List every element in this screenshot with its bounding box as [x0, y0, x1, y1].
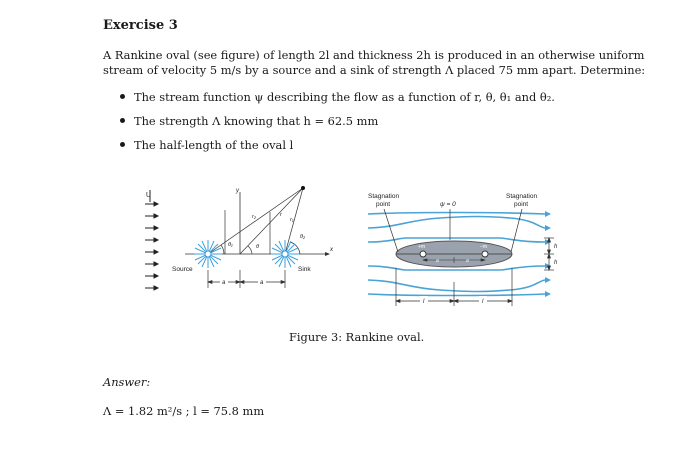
label-l-left: l: [423, 299, 425, 305]
exercise-title: Exercise 3: [103, 18, 178, 33]
left-dimension-a: [208, 270, 285, 288]
stagnation-left-leader: [384, 209, 398, 252]
label-source: Source: [172, 266, 193, 273]
label-theta: θ: [256, 244, 259, 250]
label-h-bottom: h: [554, 260, 558, 266]
label-stagnation-left-2: point: [376, 201, 391, 208]
label-a-left: a: [222, 280, 226, 286]
answer-value: Λ = 1.82 m²/s ; l = 75.8 mm: [103, 404, 265, 418]
field-point: [301, 186, 305, 190]
label-a-right: a: [260, 280, 264, 286]
label-plus-m: +m: [418, 244, 426, 250]
label-stagnation-right-1: Stagnation: [506, 193, 538, 200]
label-theta2: θ₂: [300, 234, 306, 240]
label-U: U: [146, 192, 152, 199]
label-r1: r₁: [290, 217, 294, 223]
exercise-description: [103, 48, 646, 78]
figure-caption: Figure 3: Rankine oval.: [289, 330, 425, 344]
oval-sink-point: [482, 251, 488, 257]
right-panel-diagram: [368, 193, 558, 306]
label-oval-a-left: a: [436, 258, 439, 264]
task-item-stream-function: The stream function ψ describing the flow as a function of r, θ, θ₁ and θ₂.: [120, 90, 555, 114]
label-theta1: θ₁: [228, 242, 233, 248]
left-panel-diagram: [145, 186, 334, 290]
label-r2: r₂: [252, 214, 256, 220]
answer-label: Answer:: [103, 375, 151, 389]
task-item-strength: The strength Λ knowing that h = 62.5 mm: [120, 114, 555, 138]
label-l-right: l: [482, 299, 484, 305]
label-sink: Sink: [298, 266, 311, 273]
stagnation-right-leader: [511, 209, 522, 252]
label-x: x: [330, 247, 333, 253]
label-minus-m: −m: [480, 244, 488, 250]
oval-source-point: [420, 251, 426, 257]
task-list: [120, 90, 555, 162]
description-line-2: stream of velocity 5 m/s by a source and a sink of strength Λ placed 75 mm apart. Determine:: [103, 63, 646, 77]
description-line-1: A Rankine oval (see figure) of length 2l and thickness 2h is produced in an otherwise uniform: [103, 48, 645, 62]
label-y: y: [236, 188, 239, 194]
rankine-oval-figure: [140, 182, 560, 322]
uniform-stream-arrows: [145, 202, 158, 290]
label-h-top: h: [554, 244, 558, 250]
label-stagnation-right-2: point: [514, 201, 529, 208]
task-item-half-length: The half-length of the oval l: [120, 138, 555, 162]
label-r: r: [280, 212, 282, 218]
label-oval-a-right: a: [466, 258, 469, 264]
label-stagnation-left-1: Stagnation: [368, 193, 400, 200]
label-psi-zero: ψ = 0: [440, 201, 456, 208]
